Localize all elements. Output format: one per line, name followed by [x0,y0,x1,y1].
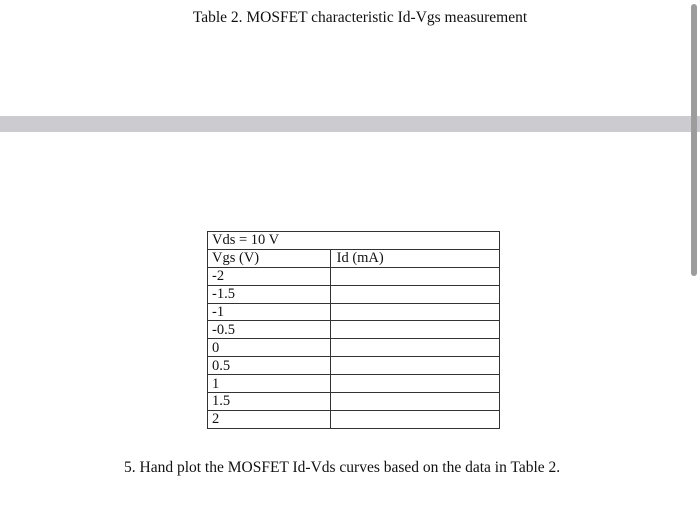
vgs-value-cell: 1.5 [208,393,331,411]
table-row [208,339,500,357]
table-row [208,357,500,375]
vgs-value-cell: 0 [208,339,331,357]
id-value-cell [330,410,499,428]
question-text: 5. Hand plot the MOSFET Id-Vds curves based on the data in Table 2. [124,459,561,476]
condition-cell: Vds = 10 V [208,232,500,250]
table-row [208,410,500,428]
id-value-cell [330,375,499,393]
vgs-value-cell: -2 [208,267,331,285]
vgs-value-cell: -1 [208,303,331,321]
page-gap-divider [0,116,700,132]
table-row [208,285,500,303]
vgs-value-cell: 2 [208,410,331,428]
vertical-scrollbar[interactable] [691,4,697,276]
table-row [208,375,500,393]
vgs-header: Vgs (V) [208,249,331,267]
id-value-cell [330,357,499,375]
vgs-value-cell: -0.5 [208,321,331,339]
measurement-table [207,231,500,429]
table-header-row [208,249,500,267]
id-value-cell [330,393,499,411]
table-title: Table 2. MOSFET characteristic Id-Vgs measurement [192,9,528,26]
vgs-value-cell: 0.5 [208,357,331,375]
id-value-cell [330,303,499,321]
vgs-value-cell: 1 [208,375,331,393]
table-row [208,393,500,411]
page-top-section [0,0,688,116]
vgs-value-cell: -1.5 [208,285,331,303]
id-header: Id (mA) [330,249,499,267]
id-value-cell [330,285,499,303]
id-value-cell [330,339,499,357]
table-row [208,267,500,285]
table-condition-row [208,232,500,250]
table-row [208,303,500,321]
id-value-cell [330,267,499,285]
id-value-cell [330,321,499,339]
table-row [208,321,500,339]
